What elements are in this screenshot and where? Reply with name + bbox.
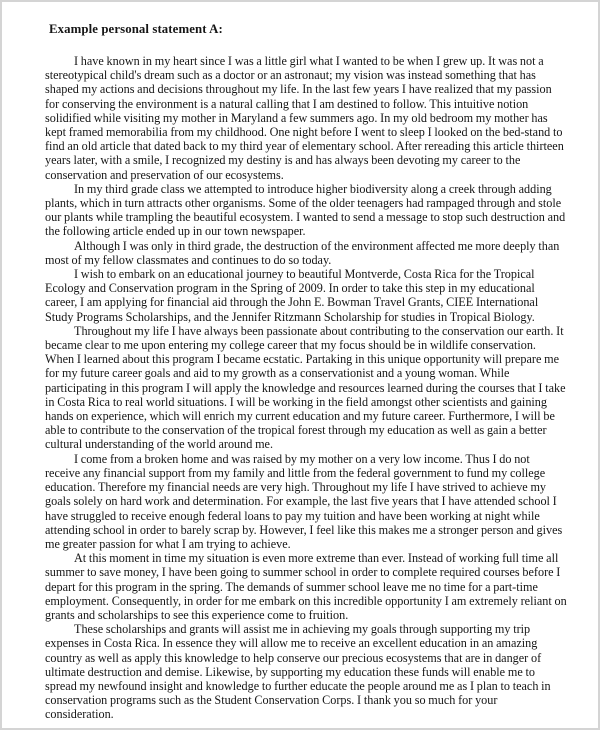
paragraph: These scholarships and grants will assist me in achieving my goals through supporting my trip expenses in Costa Rica. In essence they will allow me to receive an excellent education in an amazing country as well as apply this knowledge to help conserve our precious ecosystems that are in danger of ultimate destruction and demise. Likewise, by supporting my education these funds will enable me to spread my newfound insight and knowledge to further educate the people around me as I plan to teach in conservation programs such as the Student Conservation Corps. I thank you so much for your consideration. — [45, 622, 551, 722]
document-title: Example personal statement A: — [49, 22, 223, 36]
paragraph: I wish to embark on an educational journey to beautiful Montverde, Costa Rica for the Tropical Ecology and Conservation program in the Spring of 2009. In order to take this step in my educational career, I am applying for financial aid through the John E. Bowman Travel Grants, CIEE International Study Programs Scholarships, and the Jennifer Ritzmann Scholarship for studies in Tropical Biology. — [45, 267, 539, 324]
paragraph: In my third grade class we attempted to introduce higher biodiversity along a creek through adding plants, which in turn attracts other organisms. Some of the older teenagers had rampaged through and stole our plants while trampling the beautiful ecosystem. I wanted to send a message to stop such destruction and the following article ended up in our town newspaper. — [45, 181, 566, 239]
paragraph: Although I was only in third grade, the destruction of the environment affected me more deeply than most of my fellow classmates and continues to do so today. — [45, 238, 560, 267]
paragraph: Throughout my life I have always been passionate about contributing to the conservation our earth. It became clear to me upon entering my college career that my focus should be in wildlife conservation. When I learned about this program I became ecstatic. Partaking in this unique opportunity will prepare me for my future career goals and aid to my growth as a conservationist and a young woman. While participating in this program I will apply the knowledge and resources learned during the courses that I take in Costa Rica to real world situations. I will be working in the field amongst other scientists and gaining hands on experience, which will enrich my current education and my future career. Furthermore, I will be able to contribute to the conservation of the tropical forest through my education as well as gain a better cultural understanding of the world around me. — [45, 323, 566, 452]
paragraph: At this moment in time my situation is even more extreme than ever. Instead of working full time all summer to save money, I have been going to summer school in order to complete required courses before I depart for this program in the spring. The demands of summer school leave me no time for a part-time employment. Consequently, in order for me embark on this incredible opportunity I am extremely reliant on grants and scholarships to see this experience come to fruition. — [45, 551, 567, 622]
document-body — [45, 54, 567, 722]
paragraph: I have known in my heart since I was a little girl what I wanted to be when I grew up. It was not a stereotypical child's dream such as a doctor or an astronaut; my vision was instead something that has shaped my actions and decisions throughout my life. In the last few years I have realized that my passion for conserving the environment is a natural calling that I am destined to follow. This intuitive notion solidified while visiting my mother in Maryland a few summers ago. In my old bedroom my mother has kept framed memorabilia from my childhood. One night before I went to sleep I looked on the bed-stand to find an old article that dated back to my third year of elementary school. After rereading this article thirteen years later, with a smile, I recognized my destiny is and has always been devoting my career to the conservation and preservation of our ecosystems. — [45, 54, 564, 182]
paragraph: I come from a broken home and was raised by my mother on a very low income. Thus I do not receive any financial support from my family and little from the federal government to fund my college education. Therefore my financial needs are very high. Throughout my life I have strived to achieve my goals solely on hard work and determination. For example, the last five years that I have attended school I have struggled to receive enough federal loans to pay my tuition and have been working at night while attending school in order to barely scrap by. However, I feel like this makes me a stronger person and gives me greater passion for what I am trying to achieve. — [45, 451, 563, 551]
